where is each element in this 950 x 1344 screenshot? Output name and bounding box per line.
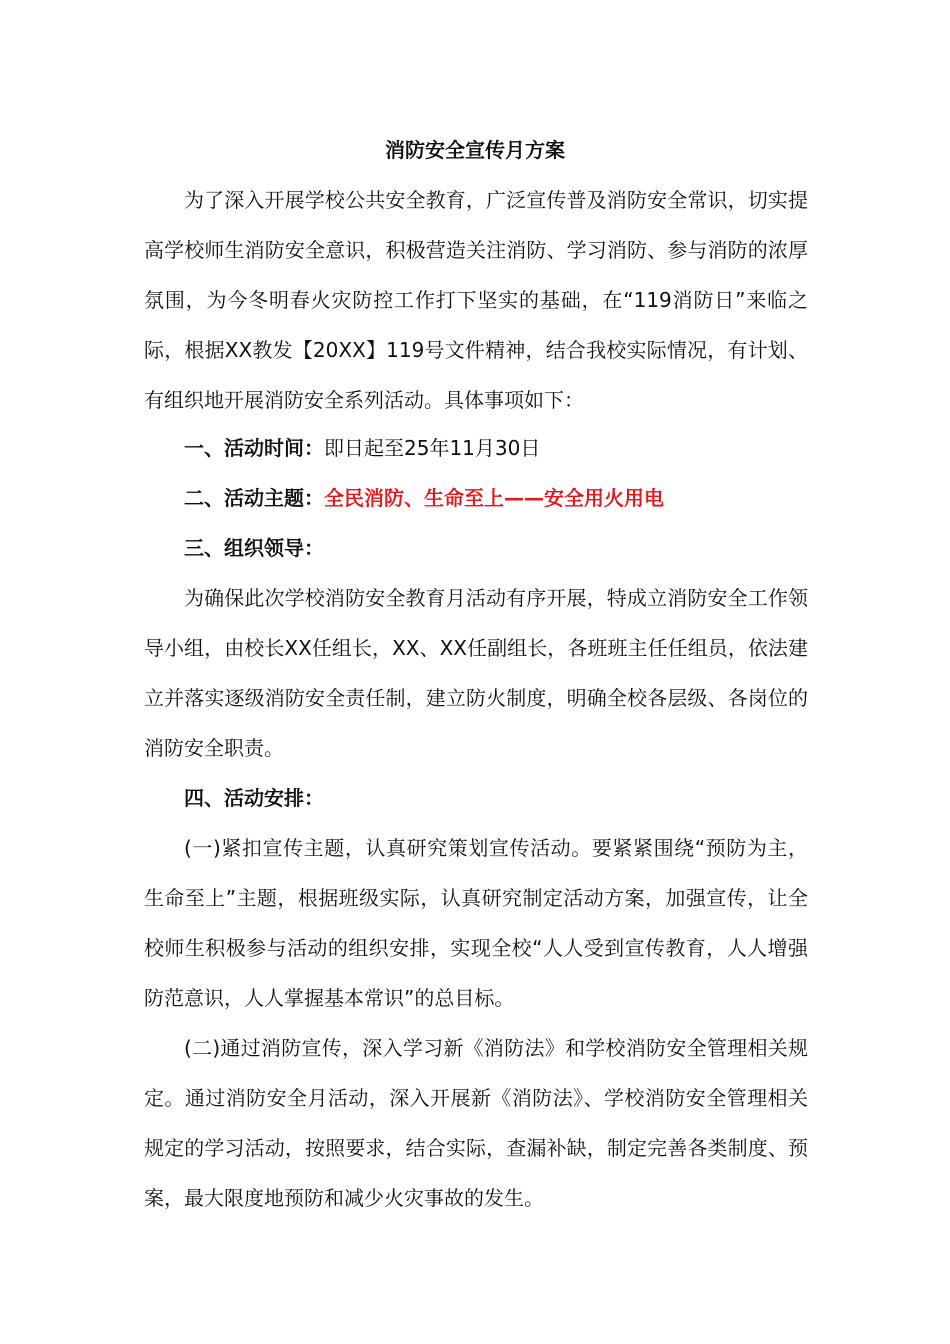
section-theme — [184, 473, 808, 523]
section-time-value: 即日起至25年11月30日 — [324, 436, 541, 460]
intro-paragraph: 为了深入开展学校公共安全教育，广泛宣传普及消防安全常识，切实提高学校师生消防安全意识，积极营造关注消防、学习消防、参与消防的浓厚氛围，为今冬明春火灾防控工作打下坚实的基础，在“119消防日”来临之际，根据XX教发【20XX】119号文件精神，结合我校实际情况，有计划、有组织地开展消防安全系列活动。具体事项如下： — [144, 188, 808, 412]
section-theme-value: 全民消防、生命至上——安全用火用电 — [324, 486, 664, 510]
section-time-label: 一、活动时间： — [184, 436, 324, 460]
leadership-paragraph: 为确保此次学校消防安全教育月活动有序开展，特成立消防安全工作领导小组，由校长XX任组长，XX、XX任副组长，各班班主任任组员，依法建立并落实逐级消防安全责任制，建立防火制度，明确全校各层级、各岗位的消防安全职责。 — [144, 586, 808, 760]
section-leadership-heading: 三、组织领导： — [184, 536, 324, 560]
document-title: 消防安全宣传月方案 — [385, 138, 565, 162]
arrangement-item-2: (二)通过消防宣传，深入学习新《消防法》和学校消防安全管理相关规定。通过消防安全月活动，深入开展新《消防法》、学校消防安全管理相关规定的学习活动，按照要求，结合实际，查漏补缺，制定完善各类制度、预案，最大限度地预防和减少火灾事故的发生。 — [144, 1036, 808, 1210]
section-time — [184, 423, 808, 473]
section-theme-label: 二、活动主题： — [184, 486, 324, 510]
arrangement-item-1: (一)紧扣宣传主题，认真研究策划宣传活动。要紧紧围绕“预防为主，生命至上”主题，根据班级实际，认真研究制定活动方案，加强宣传，让全校师生积极参与活动的组织安排，实现全校“人人受到宣传教育，人人增强防范意识，人人掌握基本常识”的总目标。 — [144, 836, 808, 1010]
section-arrangement-heading: 四、活动安排： — [184, 786, 324, 810]
